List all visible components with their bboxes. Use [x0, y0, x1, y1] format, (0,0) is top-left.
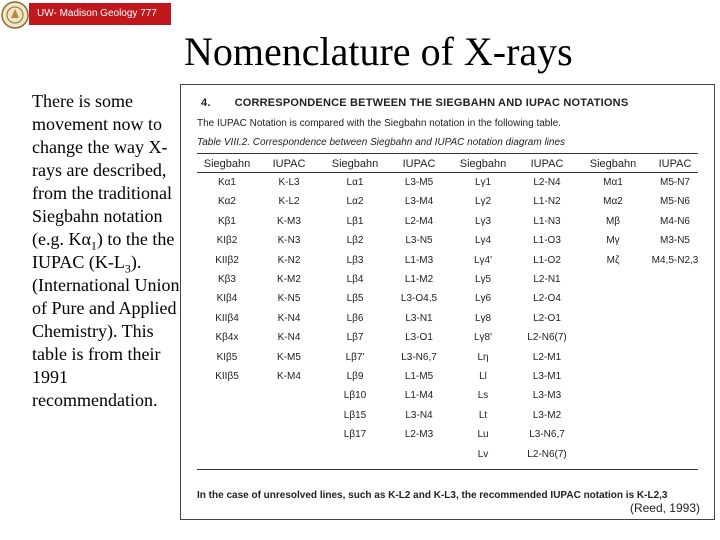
siegbahn-cell: Lβ7: [346, 332, 364, 344]
iupac-cell: L1-M5: [404, 371, 434, 382]
notation-table-image: [180, 84, 715, 520]
body-text-part1: There is some movement now to change the way X-rays are described, from the traditional Siegbahn notation (e.g. Kα: [32, 91, 172, 249]
siegbahn-cell: Lα2: [346, 196, 364, 208]
iupac-cell: L3-O1: [405, 332, 433, 344]
siegbahn-cell: KIIβ2: [215, 254, 239, 266]
siegbahn-cell: Kβ3: [218, 274, 236, 285]
siegbahn-cell: Lβ17: [343, 429, 367, 441]
column-header: IUPAC: [530, 158, 564, 170]
table-intro: The IUPAC Notation is compared with the Siegbahn notation in the following table.: [197, 118, 561, 129]
iupac-cell: L3-N4: [405, 409, 433, 421]
university-seal-logo: [0, 0, 30, 30]
section-title: CORRESPONDENCE BETWEEN THE SIEGBAHN AND IUPAC NOTATIONS: [234, 97, 629, 109]
body-paragraph: [32, 90, 182, 412]
siegbahn-cell: Lγ2: [474, 196, 492, 208]
siegbahn-cell: Lβ3: [346, 254, 364, 266]
source-citation: (Reed, 1993): [629, 501, 700, 515]
siegbahn-cell: Mα2: [603, 196, 623, 208]
siegbahn-cell: Mγ: [606, 235, 620, 247]
siegbahn-cell: KIβ4: [216, 293, 238, 305]
iupac-cell: L3-M3: [532, 390, 562, 402]
iupac-cell: L1-M4: [404, 390, 434, 402]
table-bottom-rule: [197, 469, 698, 470]
iupac-cell: M3-N5: [659, 235, 690, 247]
iupac-cell: K-M3: [277, 215, 301, 227]
iupac-cell: L1-M3: [404, 254, 434, 266]
table-footnote: In the case of unresolved lines, such as K-L2 and K-L3, the recommended IUPAC notation is K-L2,3: [197, 490, 668, 501]
siegbahn-cell: KIβ2: [216, 235, 238, 247]
column-header: Siegbahn: [589, 158, 637, 170]
column-header: Siegbahn: [203, 158, 251, 170]
iupac-cell: L2-M3: [404, 429, 434, 441]
iupac-cell: L3-M5: [404, 177, 434, 188]
iupac-cell: L2-N6(7): [527, 332, 567, 344]
siegbahn-cell: Lγ1: [474, 177, 492, 188]
siegbahn-cell: Lβ6: [346, 312, 364, 324]
siegbahn-cell: KIβ5: [216, 351, 238, 363]
siegbahn-cell: Lη: [477, 351, 489, 363]
body-text-part3: ). (International Union of Pure and Applied Chemistry). This table is from their 1991 recommendation.: [32, 252, 180, 410]
course-label: UW- Madison Geology 777: [37, 8, 157, 19]
iupac-cell: K-N2: [277, 254, 301, 266]
siegbahn-cell: Lβ4: [346, 274, 364, 285]
column-header: IUPAC: [272, 158, 306, 170]
siegbahn-cell: Lγ8': [473, 332, 493, 344]
iupac-cell: L2-O1: [533, 312, 561, 324]
iupac-cell: L2-O4: [533, 293, 561, 305]
iupac-cell: K-M2: [277, 274, 301, 285]
iupac-cell: L3-O4,5: [400, 293, 438, 305]
siegbahn-cell: Lβ5: [346, 293, 364, 305]
iupac-cell: L2-N4: [533, 177, 561, 188]
column-header: Siegbahn: [331, 158, 379, 170]
siegbahn-cell: Kα1: [217, 177, 236, 188]
iupac-cell: L3-N6,7: [401, 351, 437, 363]
siegbahn-cell: Lγ4': [473, 254, 493, 266]
siegbahn-cell: Lv: [477, 448, 489, 460]
table-top-rule: [197, 153, 698, 154]
course-header-bar: [29, 3, 171, 25]
body-text-sub1: 1: [90, 238, 97, 253]
table-caption: Table VIII.2. Correspondence between Siegbahn and IUPAC notation diagram lines: [197, 137, 566, 148]
column-header: IUPAC: [402, 158, 436, 170]
slide-title: Nomenclature of X-rays: [184, 29, 573, 74]
iupac-cell: L1-N3: [533, 215, 561, 227]
iupac-cell: L3-N6,7: [529, 429, 565, 441]
iupac-cell: L2-M4: [404, 215, 434, 227]
siegbahn-cell: Lβ2: [346, 235, 364, 247]
iupac-cell: L3-M2: [532, 409, 562, 421]
siegbahn-cell: Lβ15: [343, 409, 367, 421]
body-text-part2: ) to the the IUPAC (K-L: [32, 229, 175, 272]
siegbahn-cell: Mζ: [606, 254, 620, 266]
siegbahn-cell: Lγ6: [474, 293, 492, 305]
iupac-cell: K-N5: [277, 293, 301, 305]
siegbahn-cell: Mα1: [603, 177, 623, 188]
iupac-cell: M4-N6: [659, 215, 690, 227]
iupac-cell: K-M4: [277, 371, 301, 382]
iupac-cell: K-L2: [278, 196, 300, 208]
siegbahn-cell: Lβ10: [343, 390, 367, 402]
iupac-cell: K-L3: [278, 177, 300, 188]
iupac-cell: M5-N6: [659, 196, 690, 208]
siegbahn-cell: Lβ9: [346, 371, 364, 382]
section-heading: [201, 97, 628, 109]
column-header: Siegbahn: [459, 158, 507, 170]
siegbahn-cell: KIIβ5: [215, 371, 239, 382]
siegbahn-cell: Lu: [477, 429, 489, 441]
iupac-cell: K-N4: [277, 332, 301, 344]
iupac-cell: L3-N1: [405, 312, 433, 324]
iupac-cell: K-N4: [277, 312, 301, 324]
column-header: IUPAC: [658, 158, 692, 170]
iupac-cell: L1-M2: [404, 274, 434, 285]
iupac-cell: L3-N5: [405, 235, 433, 247]
iupac-cell: L1-O2: [533, 254, 561, 266]
siegbahn-cell: Kα2: [217, 196, 236, 208]
siegbahn-cell: Lγ3: [474, 215, 492, 227]
iupac-cell: L1-O3: [533, 235, 561, 247]
siegbahn-cell: Lβ1: [346, 215, 364, 227]
siegbahn-cell: Lγ4: [474, 235, 492, 247]
siegbahn-cell: Lt: [478, 409, 488, 421]
siegbahn-cell: KIIβ4: [215, 312, 239, 324]
siegbahn-cell: Lα1: [346, 177, 364, 188]
iupac-cell: L2-M1: [532, 351, 562, 363]
iupac-cell: K-M5: [277, 351, 301, 363]
iupac-cell: L3-M4: [404, 196, 434, 208]
siegbahn-cell: Ll: [479, 371, 487, 382]
table-header-rule: [197, 172, 698, 173]
iupac-cell: M4,5-N2,3: [651, 254, 699, 266]
siegbahn-cell: Kβ4x: [215, 332, 239, 344]
siegbahn-cell: Lγ5: [474, 274, 492, 285]
iupac-cell: M5-N7: [659, 177, 690, 188]
iupac-cell: L1-N2: [533, 196, 561, 208]
iupac-cell: L2-N6(7): [527, 448, 567, 460]
siegbahn-cell: Lγ8: [474, 312, 492, 324]
section-number: 4.: [201, 97, 211, 109]
siegbahn-cell: Mβ: [605, 215, 621, 227]
body-text-sub2: 3: [124, 261, 131, 276]
iupac-cell: K-N3: [277, 235, 301, 247]
siegbahn-cell: Lβ7': [345, 351, 365, 363]
siegbahn-cell: Kβ1: [218, 215, 236, 227]
iupac-cell: L2-N1: [533, 274, 561, 285]
siegbahn-cell: Ls: [477, 390, 489, 402]
iupac-cell: L3-M1: [532, 371, 562, 382]
